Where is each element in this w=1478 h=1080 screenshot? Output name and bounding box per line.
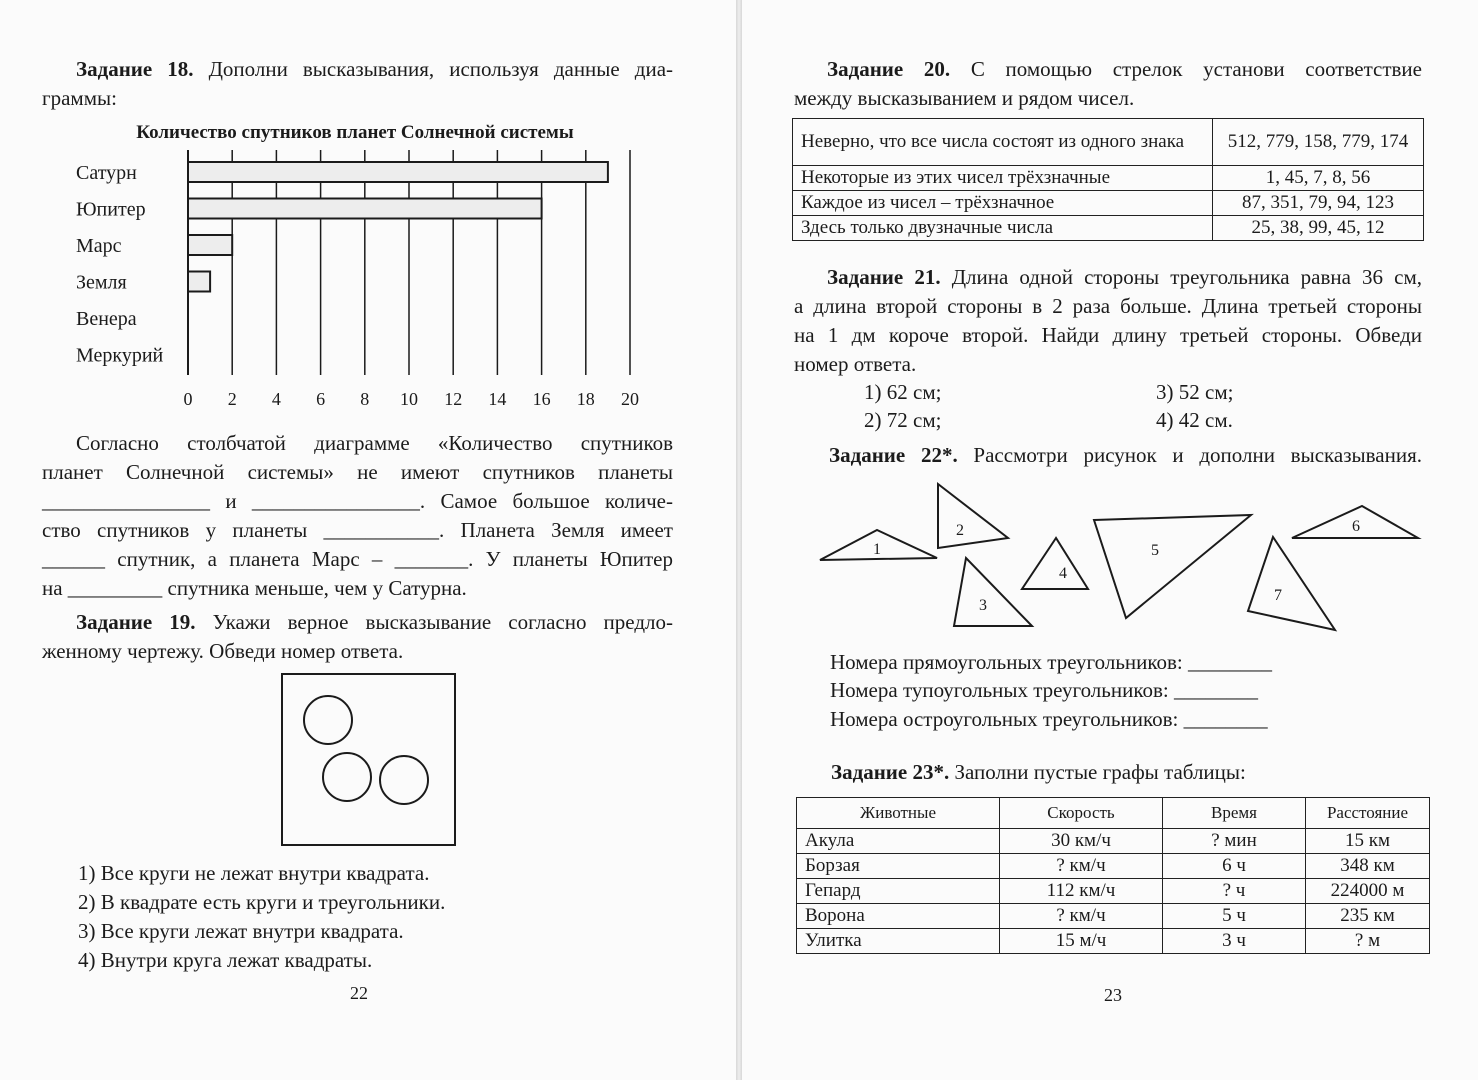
figure-square: [282, 674, 455, 845]
triangle-3: [954, 558, 1032, 626]
task19-option-4: 4) Внутри круга лежат квадраты.: [78, 948, 373, 972]
speed-cell: 15 м/ч: [1000, 929, 1163, 954]
task18-para-6: на _________ спутника меньше, чем у Сатурна.: [42, 576, 467, 600]
time-cell: ? мин: [1163, 829, 1306, 854]
triangle-2: [938, 484, 1008, 548]
x-tick-label: 16: [532, 389, 551, 409]
task21-option-1: 1) 62 см;: [864, 380, 942, 404]
task18-heading: Задание 18.: [76, 57, 194, 81]
distance-cell: 235 км: [1306, 904, 1430, 929]
header-time: Время: [1163, 798, 1306, 829]
category-label: Юпитер: [76, 198, 146, 221]
table-row: [793, 119, 1424, 166]
triangle-7: [1248, 537, 1335, 630]
task18-para-2: планет Солнечной системы» не имеют спутников планеты: [42, 460, 673, 484]
table-row: [797, 879, 1430, 904]
chart-categories: [76, 162, 164, 367]
task20-heading: Задание 20.: [827, 57, 951, 81]
header-speed: Скорость: [1000, 798, 1163, 829]
statement-cell: Здесь только двузначные числа: [793, 216, 1213, 241]
category-label: Марс: [76, 235, 122, 257]
bar: [188, 162, 608, 182]
table-row: [793, 191, 1424, 216]
header-animals: Животные: [797, 798, 1000, 829]
distance-cell: 15 км: [1306, 829, 1430, 854]
x-tick-label: 4: [271, 389, 281, 409]
task20-line1: [827, 55, 1422, 84]
task21-option-3: 3) 52 см;: [1156, 380, 1234, 404]
x-tick-label: 8: [360, 389, 370, 409]
category-label: Венера: [76, 308, 137, 330]
figure-circle-1: [304, 696, 352, 744]
task18-para-1: Согласно столбчатой диаграмме «Количество спутников: [76, 431, 673, 455]
task18-text: Дополни высказывания, используя данные диа-: [208, 57, 674, 81]
x-tick-label: 12: [444, 389, 463, 409]
speed-cell: ? км/ч: [1000, 904, 1163, 929]
speed-cell: ? км/ч: [1000, 854, 1163, 879]
time-cell: 6 ч: [1163, 854, 1306, 879]
task21-line1: [827, 263, 1422, 292]
task18-para-4: ство спутников у планеты ___________. Планета Земля имеет: [42, 518, 673, 542]
chart-x-ticks: [184, 389, 640, 409]
distance-cell: ? м: [1306, 929, 1430, 954]
triangle-label-6: 6: [1352, 518, 1360, 535]
bar: [188, 199, 542, 219]
task23-table: [796, 797, 1430, 954]
table-row: [793, 216, 1424, 241]
page-number-right: 23: [1104, 985, 1122, 1005]
animal-cell: Улитка: [797, 929, 1000, 954]
task21-option-4: 4) 42 см.: [1156, 408, 1233, 432]
time-cell: 3 ч: [1163, 929, 1306, 954]
task18-line1: [76, 55, 673, 84]
triangle-4: [1022, 538, 1088, 589]
task21-line4: номер ответа.: [794, 352, 917, 376]
category-label: Земля: [76, 271, 127, 294]
numbers-cell: 25, 38, 99, 45, 12: [1213, 216, 1424, 241]
task19-heading: Задание 19.: [76, 610, 196, 634]
category-label: Сатурн: [76, 162, 137, 184]
triangle-5: [1094, 515, 1251, 618]
task20-line2: между высказыванием и рядом чисел.: [794, 86, 1135, 110]
chart-grid: [188, 150, 630, 375]
table-row: [797, 929, 1430, 954]
task19-text: Укажи верное высказывание согласно предло-: [212, 610, 673, 634]
triangle-label-5: 5: [1151, 542, 1159, 559]
task22-text: Рассмотри рисунок и дополни высказывания.: [973, 443, 1422, 467]
animal-cell: Гепард: [797, 879, 1000, 904]
speed-cell: 30 км/ч: [1000, 829, 1163, 854]
triangle-label-7: 7: [1274, 587, 1282, 604]
task22-question-2: Номера тупоугольных треугольников: ________: [830, 678, 1258, 702]
chart-bars: [188, 162, 608, 292]
x-tick-label: 14: [488, 389, 507, 409]
task21-option-2: 2) 72 см;: [864, 408, 942, 432]
task20-table: [792, 118, 1424, 241]
x-tick-label: 6: [316, 389, 326, 409]
task21-line2: а длина второй стороны в 2 раза больше. Длина третьей стороны: [794, 294, 1422, 318]
numbers-cell: 512, 779, 158, 779, 174: [1213, 119, 1424, 166]
table-row: [797, 854, 1430, 879]
page-number-left: 22: [350, 983, 368, 1003]
distance-cell: 348 км: [1306, 854, 1430, 879]
statement-cell: Неверно, что все числа состоят из одного знака: [793, 119, 1213, 166]
task19-line1: [76, 608, 673, 637]
statement-cell: Некоторые из этих чисел трёхзначные: [793, 166, 1213, 191]
header-distance: Расстояние: [1306, 798, 1430, 829]
numbers-cell: 1, 45, 7, 8, 56: [1213, 166, 1424, 191]
chart-title: Количество спутников планет Солнечной системы: [136, 122, 574, 143]
bar: [188, 235, 232, 255]
animal-cell: Акула: [797, 829, 1000, 854]
task18-para-5: ______ спутник, а планета Марс – _______. У планеты Юпитер: [42, 547, 673, 571]
speed-cell: 112 км/ч: [1000, 879, 1163, 904]
x-tick-label: 10: [400, 389, 418, 409]
bar: [188, 272, 210, 292]
table-header-row: [797, 798, 1430, 829]
animal-cell: Ворона: [797, 904, 1000, 929]
task21-heading: Задание 21.: [827, 265, 941, 289]
x-tick-label: 20: [621, 389, 639, 409]
task19-option-1: 1) Все круги не лежат внутри квадрата.: [78, 861, 430, 885]
time-cell: ? ч: [1163, 879, 1306, 904]
task21-line3: на 1 дм короче второй. Найди длину третьей стороны. Обведи: [794, 323, 1422, 347]
right-page: [742, 0, 1478, 1080]
task23-text: Заполни пустые графы таблицы:: [954, 760, 1246, 784]
x-tick-label: 0: [183, 389, 193, 409]
task22-question-3: Номера остроугольных треугольников: ________: [830, 707, 1268, 731]
triangle-label-1: 1: [873, 541, 881, 558]
table-row: [797, 829, 1430, 854]
table-row: [793, 166, 1424, 191]
task23-line1: [831, 758, 1246, 787]
figure-circle-3: [380, 756, 428, 804]
task23-heading: Задание 23*.: [831, 760, 950, 784]
triangle-label-2: 2: [956, 522, 964, 539]
task21-text: Длина одной стороны треугольника равна 36 см,: [951, 265, 1423, 289]
task22-question-1: Номера прямоугольных треугольников: ________: [830, 650, 1273, 674]
task22-heading: Задание 22*.: [829, 443, 958, 467]
task20-text: С помощью стрелок установи соответствие: [970, 57, 1422, 81]
x-tick-label: 2: [227, 389, 237, 409]
left-page: [0, 0, 736, 1080]
time-cell: 5 ч: [1163, 904, 1306, 929]
figure-circle-2: [323, 753, 371, 801]
triangle-label-3: 3: [979, 597, 987, 614]
triangle-label-4: 4: [1059, 565, 1067, 582]
square-circles-figure: [278, 670, 478, 850]
numbers-cell: 87, 351, 79, 94, 123: [1213, 191, 1424, 216]
category-label: Меркурий: [76, 344, 164, 367]
table-row: [797, 904, 1430, 929]
task22-line1: [829, 441, 1422, 470]
task19-option-3: 3) Все круги лежат внутри квадрата.: [78, 919, 404, 943]
satellites-bar-chart: [60, 122, 680, 425]
x-tick-label: 18: [576, 389, 595, 409]
task19-option-2: 2) В квадрате есть круги и треугольники.: [78, 890, 446, 914]
task18-line2: граммы:: [42, 86, 117, 110]
triangles-figure: [742, 470, 1478, 640]
statement-cell: Каждое из чисел – трёхзначное: [793, 191, 1213, 216]
animal-cell: Борзая: [797, 854, 1000, 879]
task18-para-3: ________________ и ________________. Самое большое количе-: [42, 489, 673, 513]
distance-cell: 224000 м: [1306, 879, 1430, 904]
task19-line2: женному чертежу. Обведи номер ответа.: [42, 639, 404, 663]
